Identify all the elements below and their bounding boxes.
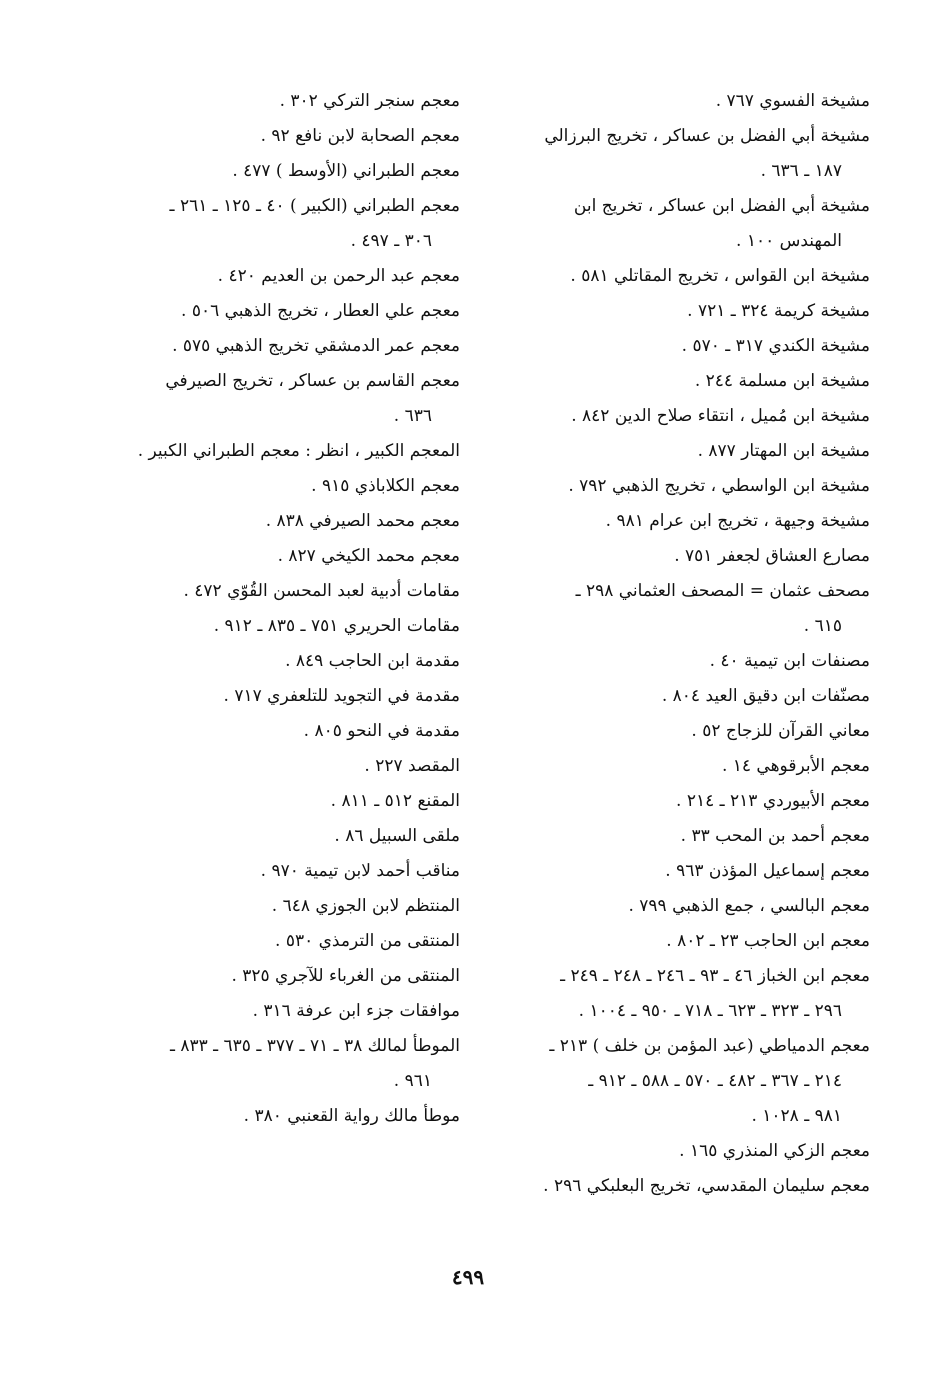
- index-entry-text: مشيخة ابن مسلمة ٢٤٤ .: [694, 371, 870, 391]
- index-entry: [486, 679, 870, 714]
- index-entry-text: مقدمة ابن الحاجب ٨٤٩ .: [285, 651, 460, 671]
- index-entry-text: معجم الطبراني (الأوسط ) ٤٧٧ .: [232, 161, 460, 181]
- index-entry-text: معجم البالسي ، جمع الذهبي ٧٩٩ .: [628, 896, 870, 916]
- index-entry-text: المنتظم لابن الجوزي ٦٤٨ .: [271, 896, 460, 916]
- index-entry-text: معجم محمد الكيخي ٨٢٧ .: [277, 546, 460, 566]
- index-entry: [66, 679, 460, 714]
- index-entry: [66, 329, 460, 364]
- index-entry-text: موطأ مالك رواية القعنبي ٣٨٠ .: [243, 1106, 460, 1126]
- index-entry-text: مصنفات ابن تيمية ٤٠ .: [709, 651, 870, 671]
- index-entry: [66, 294, 460, 329]
- index-entry: [66, 364, 460, 434]
- index-entry: [66, 189, 460, 259]
- page-number: ٤٩٩: [451, 1265, 485, 1289]
- index-entry: [486, 84, 870, 119]
- index-column-left: [66, 84, 460, 1134]
- index-entry: [486, 924, 870, 959]
- index-entry-text: مقدمة في النحو ٨٠٥ .: [303, 721, 460, 741]
- index-entry-text: معجم الأبرقوهي ١٤ .: [721, 756, 870, 776]
- index-entry: [486, 644, 870, 679]
- index-entry-text: معجم ابن الحاجب ٢٣ ـ ٨٠٢ .: [666, 931, 870, 951]
- index-entry: [486, 889, 870, 924]
- index-entry-text: معجم علي العطار ، تخريج الذهبي ٥٠٦ .: [181, 301, 460, 321]
- index-entry: [66, 609, 460, 644]
- index-entry-text: معجم القاسم بن عساكر ، تخريج الصيرفي: [165, 371, 460, 391]
- index-entry: [66, 539, 460, 574]
- index-entry-text: الموطأ لمالك ٣٨ ـ ٧١ ـ ٣٧٧ ـ ٦٣٥ ـ ٨٣٣ ـ: [169, 1036, 460, 1056]
- index-entry-text: مشيخة الكندي ٣١٧ ـ ٥٧٠ .: [681, 336, 870, 356]
- index-entry-text: مقدمة في التجويد للتلعفري ٧١٧ .: [223, 686, 460, 706]
- index-entry: [486, 364, 870, 399]
- index-entry-text: مصحف عثمان = المصحف العثماني ٢٩٨ ـ: [575, 581, 870, 601]
- index-entry-text: معجم ابن الخباز ٤٦ ـ ٩٣ ـ ٢٤٦ ـ ٢٤٨ ـ ٢٤٩ ـ: [560, 966, 870, 986]
- index-entry-text: معجم الأبيوردي ٢١٣ ـ ٢١٤ .: [676, 791, 870, 811]
- index-entry: [486, 329, 870, 364]
- index-entry-text: معجم الدمياطي (عبد المؤمن بن خلف ) ٢١٣ ـ: [549, 1036, 870, 1056]
- index-entry-text: المنتقى من الترمذي ٥٣٠ .: [275, 931, 460, 951]
- index-entry-text: معجم عبد الرحمن بن العديم ٤٢٠ .: [217, 266, 460, 286]
- index-entry: [66, 994, 460, 1029]
- index-entry: [486, 1169, 870, 1204]
- index-entry: [486, 574, 870, 644]
- index-entry-continuation: ٢٩٦ ـ ٣٢٣ ـ ٦٢٣ ـ ٧١٨ ـ ٩٥٠ ـ ١٠٠٤ .: [578, 1001, 842, 1021]
- index-entry: [66, 434, 460, 469]
- index-entry: [66, 959, 460, 994]
- index-entry: [66, 924, 460, 959]
- index-entry-text: مشيخة ابن المهتار ٨٧٧ .: [697, 441, 870, 461]
- index-entry-text: مقامات الحريري ٧٥١ ـ ٨٣٥ ـ ٩١٢ .: [213, 616, 460, 636]
- index-entry-text: مناقب أحمد لابن تيمية ٩٧٠ .: [260, 861, 460, 881]
- index-entry: [486, 189, 870, 259]
- index-entry-text: معجم سنجر التركي ٣٠٢ .: [279, 91, 460, 111]
- index-entry: [486, 959, 870, 1029]
- index-entry: [66, 854, 460, 889]
- index-entry: [66, 119, 460, 154]
- index-entry-continuation: ٢١٤ ـ ٣٦٧ ـ ٤٨٢ ـ ٥٧٠ ـ ٥٨٨ ـ ٩١٢ ـ: [588, 1071, 842, 1091]
- index-entry-continuation: ٩٨١ ـ ١٠٢٨ .: [751, 1106, 842, 1126]
- index-entry: [66, 504, 460, 539]
- index-entry-continuation: المهندس ١٠٠ .: [736, 231, 842, 251]
- index-entry: [486, 1134, 870, 1169]
- index-entry: [66, 574, 460, 609]
- index-entry: [486, 1029, 870, 1134]
- index-entry-text: معجم الصحابة لابن نافع ٩٢ .: [260, 126, 460, 146]
- index-entry: [486, 119, 870, 189]
- index-entry-text: مصارع العشاق لجعفر ٧٥١ .: [674, 546, 870, 566]
- index-entry-continuation: ٣٠٦ ـ ٤٩٧ .: [350, 231, 432, 251]
- index-entry-text: ملقى السبيل ٨٦ .: [334, 826, 460, 846]
- index-entry-text: موافقات جزء ابن عرفة ٣١٦ .: [252, 1001, 460, 1021]
- index-entry-text: مشيخة كريمة ٣٢٤ ـ ٧٢١ .: [687, 301, 870, 321]
- index-entry-text: معجم سليمان المقدسي، تخريج البعلبكي ٢٩٦ .: [543, 1176, 870, 1196]
- index-entry: [66, 784, 460, 819]
- index-entry: [486, 259, 870, 294]
- index-entry: [486, 749, 870, 784]
- index-entry-text: مشيخة وجيهة ، تخريج ابن عرام ٩٨١ .: [605, 511, 870, 531]
- index-entry: [66, 259, 460, 294]
- index-entry-text: المعجم الكبير ، انظر : معجم الطبراني الكبير .: [137, 441, 460, 461]
- index-entry: [66, 154, 460, 189]
- index-entry-text: مشيخة أبي الفضل ابن عساكر ، تخريج ابن: [573, 196, 870, 216]
- index-entry-text: المقصد ٢٢٧ .: [364, 756, 460, 776]
- index-entry-continuation: ٦١٥ .: [803, 616, 842, 636]
- index-entry: [66, 1029, 460, 1099]
- index-entry: [486, 784, 870, 819]
- index-entry-text: مشيخة ابن القواس ، تخريج المقاتلي ٥٨١ .: [570, 266, 870, 286]
- index-entry-text: معجم الزكي المنذري ١٦٥ .: [679, 1141, 870, 1161]
- index-entry: [66, 889, 460, 924]
- index-entry: [66, 714, 460, 749]
- index-entry-text: المقنع ٥١٢ ـ ٨١١ .: [330, 791, 460, 811]
- index-entry: [66, 469, 460, 504]
- index-entry: [66, 644, 460, 679]
- index-entry: [486, 854, 870, 889]
- index-entry: [486, 294, 870, 329]
- index-entry-text: معجم الطبراني (الكبير ) ٤٠ ـ ١٢٥ ـ ٢٦١ ـ: [169, 196, 460, 216]
- index-entry: [486, 504, 870, 539]
- index-entry-text: معجم إسماعيل المؤذن ٩٦٣ .: [665, 861, 870, 881]
- index-entry: [66, 1099, 460, 1134]
- index-entry: [486, 399, 870, 434]
- index-entry-text: معجم الكلاباذي ٩١٥ .: [311, 476, 460, 496]
- index-entry-text: مقامات أدبية لعبد المحسن القُوّي ٤٧٢ .: [183, 581, 460, 601]
- index-entry: [66, 749, 460, 784]
- index-entry: [486, 714, 870, 749]
- index-entry: [486, 469, 870, 504]
- index-entry-text: معاني القرآن للزجاج ٥٢ .: [691, 721, 870, 741]
- index-entry: [486, 434, 870, 469]
- index-entry-text: مشيخة ابن الواسطي ، تخريج الذهبي ٧٩٢ .: [568, 476, 870, 496]
- index-entry: [486, 539, 870, 574]
- index-entry-text: معجم محمد الصيرفي ٨٣٨ .: [265, 511, 460, 531]
- index-entry-continuation: ١٨٧ ـ ٦٣٦ .: [760, 161, 842, 181]
- index-entry-continuation: ٦٣٦ .: [393, 406, 432, 426]
- index-entry-text: المنتقى من الغرباء للآجري ٣٢٥ .: [231, 966, 460, 986]
- index-column-right: [486, 84, 870, 1204]
- index-entry: [66, 819, 460, 854]
- index-entry-text: مشيخة أبي الفضل بن عساكر ، تخريج البرزالي: [544, 126, 870, 146]
- index-entry-text: معجم أحمد بن المحب ٣٣ .: [680, 826, 870, 846]
- index-entry-continuation: ٩٦١ .: [393, 1071, 432, 1091]
- index-entry: [66, 84, 460, 119]
- index-entry-text: مشيخة ابن مُميل ، انتقاء صلاح الدين ٨٤٢ .: [571, 406, 870, 426]
- index-entry: [486, 819, 870, 854]
- index-entry-text: معجم عمر الدمشقي تخريج الذهبي ٥٧٥ .: [172, 336, 460, 356]
- index-entry-text: مشيخة الفسوي ٧٦٧ .: [715, 91, 870, 111]
- index-entry-text: مصنّفات ابن دقيق العيد ٨٠٤ .: [661, 686, 870, 706]
